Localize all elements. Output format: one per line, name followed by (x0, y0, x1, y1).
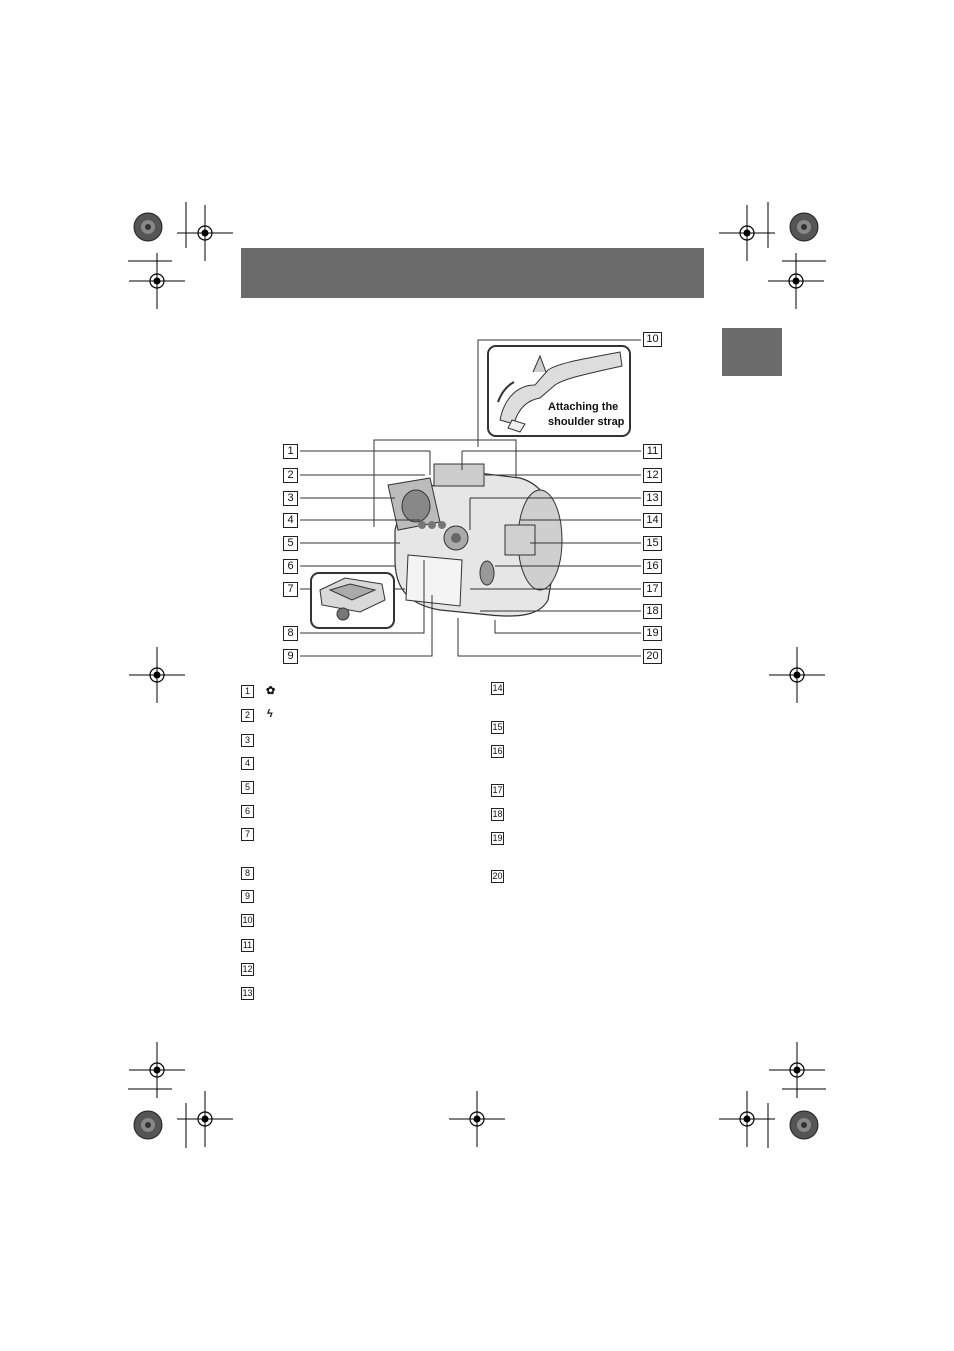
legend-num-4: 4 (241, 757, 254, 770)
camera-body (388, 464, 562, 616)
callout-15: 15 (643, 536, 662, 551)
legend-num-12: 12 (242, 964, 253, 974)
callout-7: 7 (283, 582, 298, 597)
crop-mark-bottom-center (449, 1091, 505, 1147)
legend-num-5: 5 (241, 781, 254, 794)
callout-17: 17 (643, 582, 662, 597)
callout-5: 5 (283, 536, 298, 551)
legend-num-20: 20 (492, 871, 503, 881)
callout-3: 3 (283, 491, 298, 506)
callout-19: 19 (643, 626, 662, 641)
legend-num-13: 13 (242, 988, 253, 998)
callout-1: 1 (283, 444, 298, 459)
legend-num-1: 1 (241, 685, 254, 698)
legend-num-19: 19 (492, 833, 503, 843)
legend-num-15: 15 (492, 722, 503, 732)
legend-num-18: 18 (492, 809, 503, 819)
legend-num-16: 16 (492, 746, 503, 756)
callout-8: 8 (283, 626, 298, 641)
callout-9: 9 (283, 649, 298, 664)
callout-16: 16 (643, 559, 662, 574)
legend-num-6: 6 (241, 805, 254, 818)
crop-mark-mid-left (129, 647, 185, 703)
callout-2: 2 (283, 468, 298, 483)
legend-num-2: 2 (241, 709, 254, 722)
strap-caption-line1: Attaching the (548, 401, 619, 413)
crop-mark-mid-right (769, 647, 825, 703)
crop-marks-top-right (719, 202, 826, 309)
callout-18: 18 (643, 604, 662, 619)
strap-caption-line2: shoulder strap (548, 416, 625, 428)
crop-marks-bottom-left (128, 1042, 233, 1148)
callout-13: 13 (643, 491, 662, 506)
callout-12: 12 (643, 468, 662, 483)
legend-num-11: 11 (242, 940, 253, 950)
crop-marks-bottom-right (719, 1042, 826, 1148)
callout-6: 6 (283, 559, 298, 574)
callout-14: 14 (643, 513, 662, 528)
callout-10: 10 (643, 332, 662, 347)
flash-icon: ϟ (267, 708, 273, 720)
legend-num-17: 17 (492, 785, 503, 795)
macro-icon: ✿ (266, 685, 276, 697)
legend-num-7: 7 (241, 828, 254, 841)
callout-4: 4 (283, 513, 298, 528)
legend-num-9: 9 (241, 890, 254, 903)
legend-num-8: 8 (241, 867, 254, 880)
strap-caption (548, 400, 624, 430)
legend-num-3: 3 (241, 734, 254, 747)
legend-num-14: 14 (492, 683, 503, 693)
callout-20: 20 (643, 649, 662, 664)
callout-11: 11 (643, 444, 662, 459)
crop-marks-top-left (128, 202, 233, 309)
legend-num-10: 10 (242, 915, 253, 925)
eyecup-inset (311, 573, 394, 628)
